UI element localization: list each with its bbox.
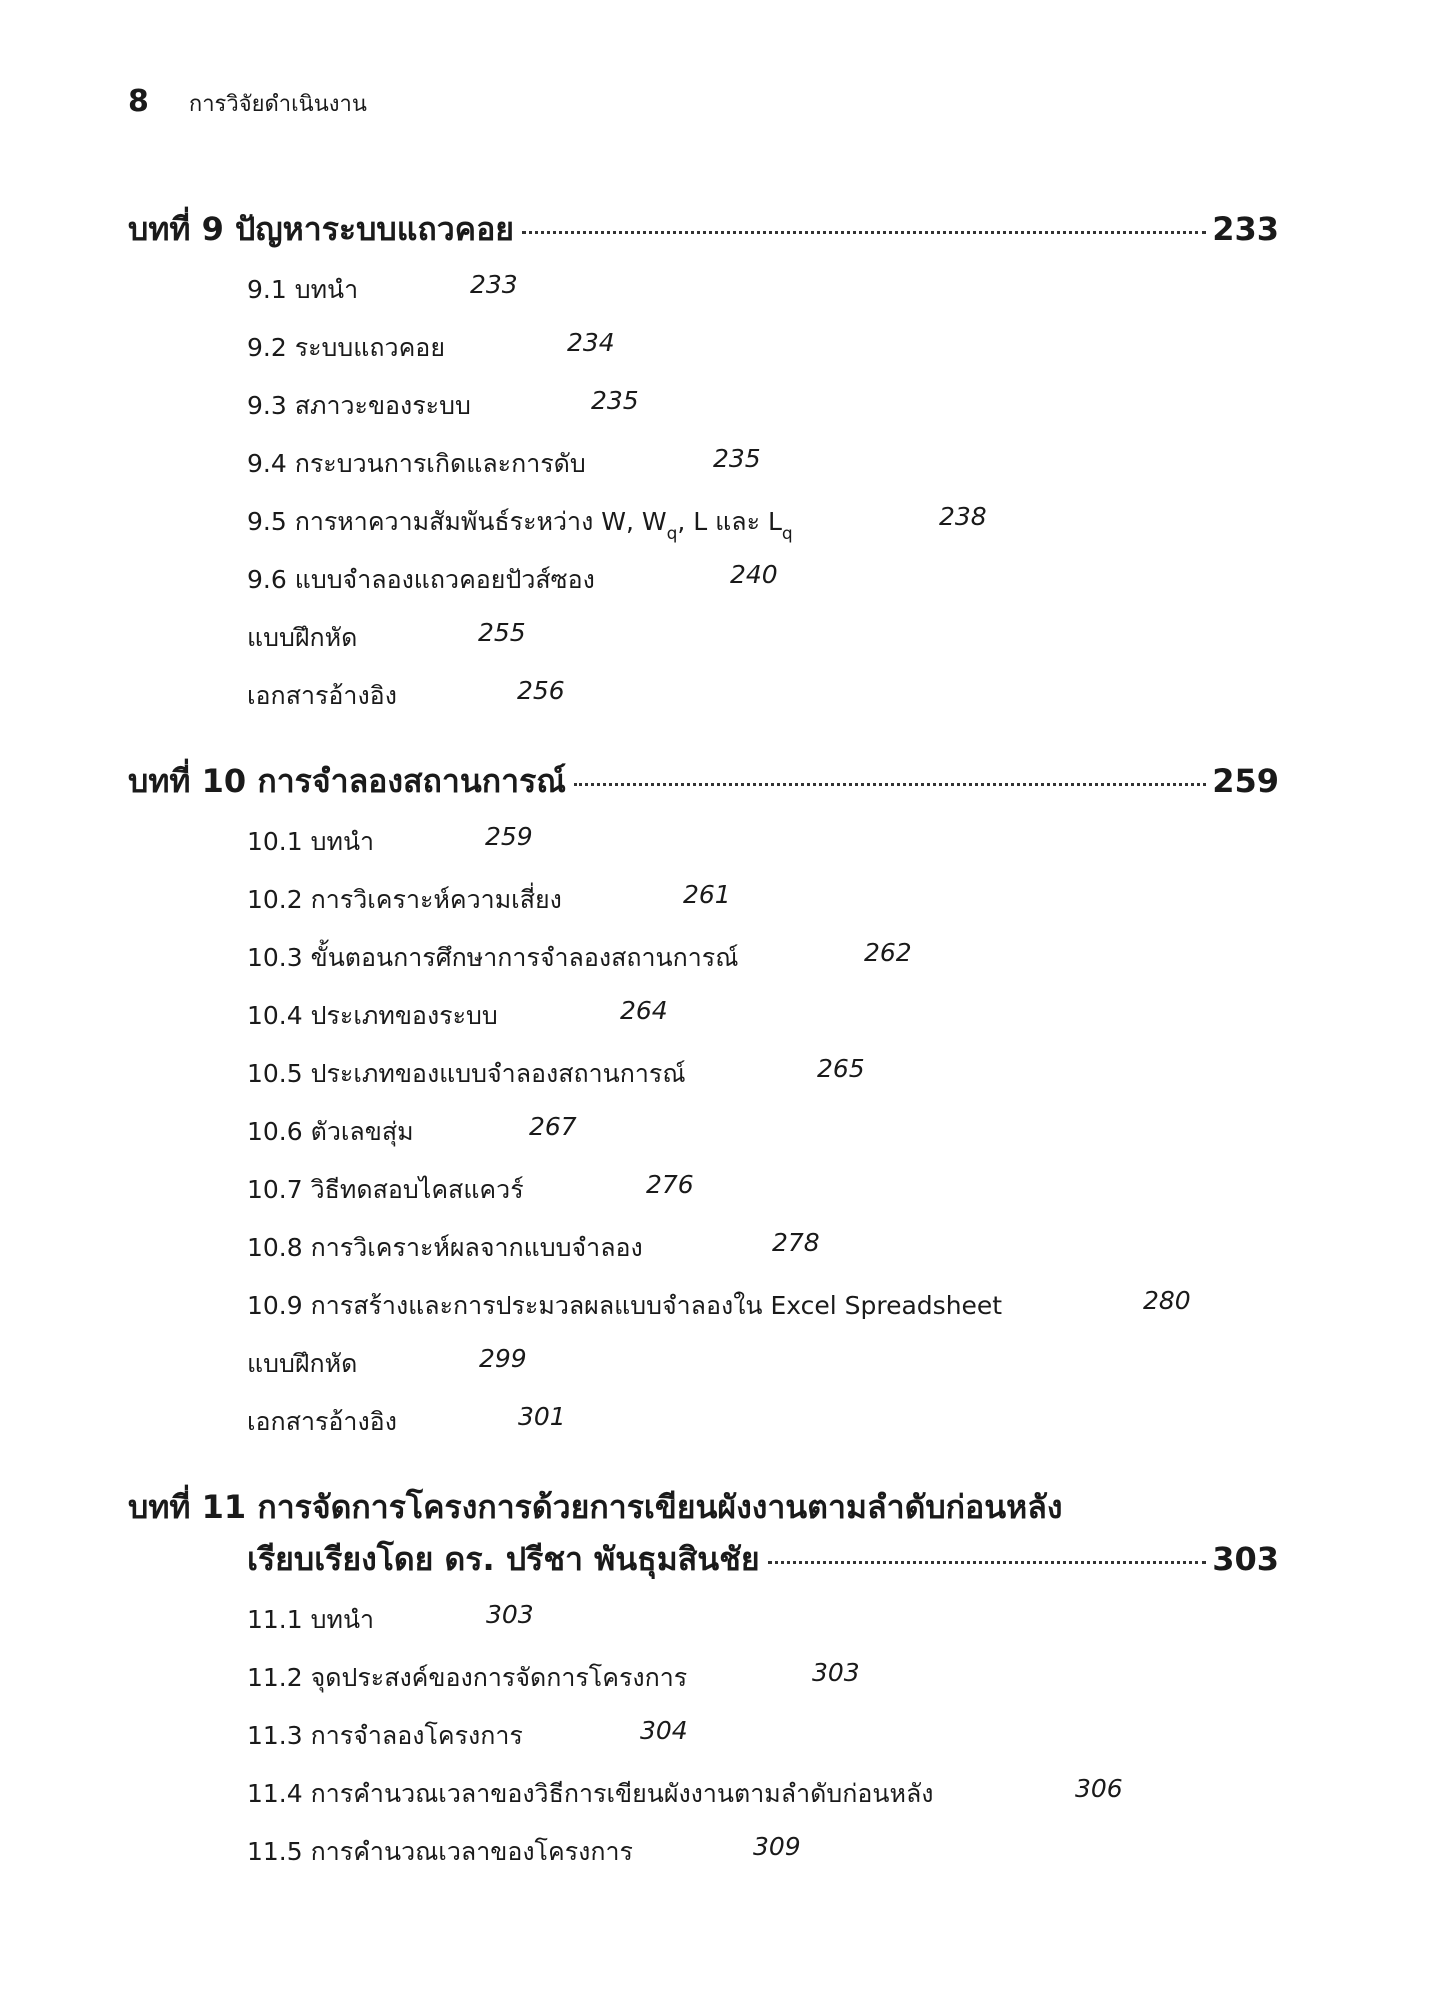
chapter-10-heading[interactable]	[128, 756, 1279, 807]
toc-entry[interactable]	[247, 1774, 933, 1814]
entry-page: 255	[478, 618, 526, 647]
toc-entry[interactable]	[247, 822, 374, 862]
dot-leader	[574, 783, 1206, 786]
subscript: q	[781, 524, 793, 544]
toc-entry[interactable]	[247, 560, 595, 600]
chapter-page: 303	[1212, 1540, 1279, 1578]
entry-page: 235	[591, 386, 639, 415]
entry-title: 10.8 การวิเคราะห์ผลจากแบบจำลอง	[247, 1233, 643, 1262]
toc-entry[interactable]	[247, 1832, 633, 1872]
page-header	[128, 84, 367, 121]
entry-page: 265	[817, 1054, 865, 1083]
dot-leader	[768, 1561, 1207, 1564]
chapter-11-heading[interactable]: บทที่ 11 การจัดการโครงการด้วยการเขียนผังงานตามลำดับก่อนหลัง	[128, 1488, 1063, 1526]
entry-title-part: , L และ L	[677, 507, 782, 536]
chapter-title: บทที่ 9 ปัญหาระบบแถวคอย	[128, 210, 515, 248]
toc-entry[interactable]	[247, 502, 793, 542]
dot-leader	[522, 231, 1206, 234]
toc-entry[interactable]	[247, 444, 586, 484]
entry-page: 264	[620, 996, 668, 1025]
entry-title: 11.5 การคำนวณเวลาของโครงการ	[247, 1837, 633, 1866]
entry-title-part: 9.5 การหาความสัมพันธ์ระหว่าง W, W	[247, 507, 667, 536]
entry-title: แบบฝึกหัด	[247, 1349, 358, 1378]
entry-page: 256	[517, 676, 565, 705]
entry-title: 10.1 บทนำ	[247, 827, 375, 856]
toc-entry[interactable]	[247, 1658, 687, 1698]
entry-title: 10.4 ประเภทของระบบ	[247, 1001, 498, 1030]
entry-title: 9.3 สภาวะของระบบ	[247, 391, 471, 420]
toc-entry[interactable]	[247, 1716, 523, 1756]
entry-page: 233	[470, 270, 518, 299]
entry-page: 267	[529, 1112, 577, 1141]
toc-entry[interactable]	[247, 880, 562, 920]
entry-page: 262	[864, 938, 912, 967]
subscript: q	[666, 524, 678, 544]
entry-title: เอกสารอ้างอิง	[247, 1407, 397, 1436]
page-number: 8	[128, 84, 149, 119]
toc-entry[interactable]	[247, 1054, 686, 1094]
toc-entry[interactable]	[247, 270, 358, 310]
entry-title: แบบฝึกหัด	[247, 623, 358, 652]
entry-title: 9.1 บทนำ	[247, 275, 359, 304]
entry-title: 9.6 แบบจำลองแถวคอยปัวส์ซอง	[247, 565, 595, 594]
entry-title: 10.2 การวิเคราะห์ความเสี่ยง	[247, 885, 562, 914]
chapter-author: เรียบเรียงโดย ดร. ปรีชา พันธุมสินชัย	[247, 1540, 760, 1578]
entry-page: 278	[772, 1228, 820, 1257]
chapter-page: 233	[1212, 210, 1279, 248]
entry-page: 303	[812, 1658, 860, 1687]
toc-entry[interactable]	[247, 1112, 414, 1152]
toc-entry[interactable]	[247, 676, 397, 716]
toc-entry[interactable]	[247, 1402, 397, 1442]
entry-title: 10.6 ตัวเลขสุ่ม	[247, 1117, 414, 1146]
entry-page: 261	[683, 880, 731, 909]
entry-page: 309	[753, 1832, 801, 1861]
chapter-9-heading[interactable]	[128, 204, 1279, 255]
entry-title: 9.2 ระบบแถวคอย	[247, 333, 445, 362]
toc-entry[interactable]	[247, 1228, 643, 1268]
entry-page: 303	[486, 1600, 534, 1629]
entry-page: 301	[518, 1402, 566, 1431]
entry-page: 240	[730, 560, 778, 589]
entry-title: 11.2 จุดประสงค์ของการจัดการโครงการ	[247, 1663, 688, 1692]
entry-title: 11.1 บทนำ	[247, 1605, 375, 1634]
entry-page: 234	[567, 328, 615, 357]
toc-entry[interactable]	[247, 1170, 524, 1210]
entry-title: 11.4 การคำนวณเวลาของวิธีการเขียนผังงานตามลำดับก่อนหลัง	[247, 1779, 934, 1808]
toc-entry[interactable]	[247, 386, 471, 426]
entry-page: 238	[939, 502, 987, 531]
chapter-11-heading-line2[interactable]	[247, 1534, 1279, 1585]
entry-page: 304	[640, 1716, 688, 1745]
toc-entry[interactable]	[247, 996, 498, 1036]
entry-title: 10.5 ประเภทของแบบจำลองสถานการณ์	[247, 1059, 686, 1088]
entry-title: เอกสารอ้างอิง	[247, 681, 397, 710]
entry-page: 299	[479, 1344, 527, 1373]
chapter-title: บทที่ 10 การจำลองสถานการณ์	[128, 762, 566, 800]
entry-title: 11.3 การจำลองโครงการ	[247, 1721, 523, 1750]
toc-entry[interactable]	[247, 938, 738, 978]
entry-page: 306	[1075, 1774, 1123, 1803]
toc-entry[interactable]	[247, 1286, 1002, 1326]
entry-title: 10.3 ขั้นตอนการศึกษาการจำลองสถานการณ์	[247, 943, 739, 972]
entry-title: 9.4 กระบวนการเกิดและการดับ	[247, 449, 586, 478]
toc-entry[interactable]	[247, 1600, 374, 1640]
entry-page: 276	[646, 1170, 694, 1199]
entry-page: 259	[485, 822, 533, 851]
chapter-page: 259	[1212, 762, 1279, 800]
toc-entry[interactable]	[247, 1344, 357, 1384]
entry-title: 10.9 การสร้างและการประมวลผลแบบจำลองใน Excel Spreadsheet	[247, 1291, 1003, 1320]
entry-page: 235	[713, 444, 761, 473]
toc-entry[interactable]	[247, 618, 357, 658]
toc-entry[interactable]	[247, 328, 445, 368]
entry-title: 10.7 วิธีทดสอบไคสแควร์	[247, 1175, 524, 1204]
book-title: การวิจัยดำเนินงาน	[188, 92, 367, 117]
entry-page: 280	[1143, 1286, 1191, 1315]
